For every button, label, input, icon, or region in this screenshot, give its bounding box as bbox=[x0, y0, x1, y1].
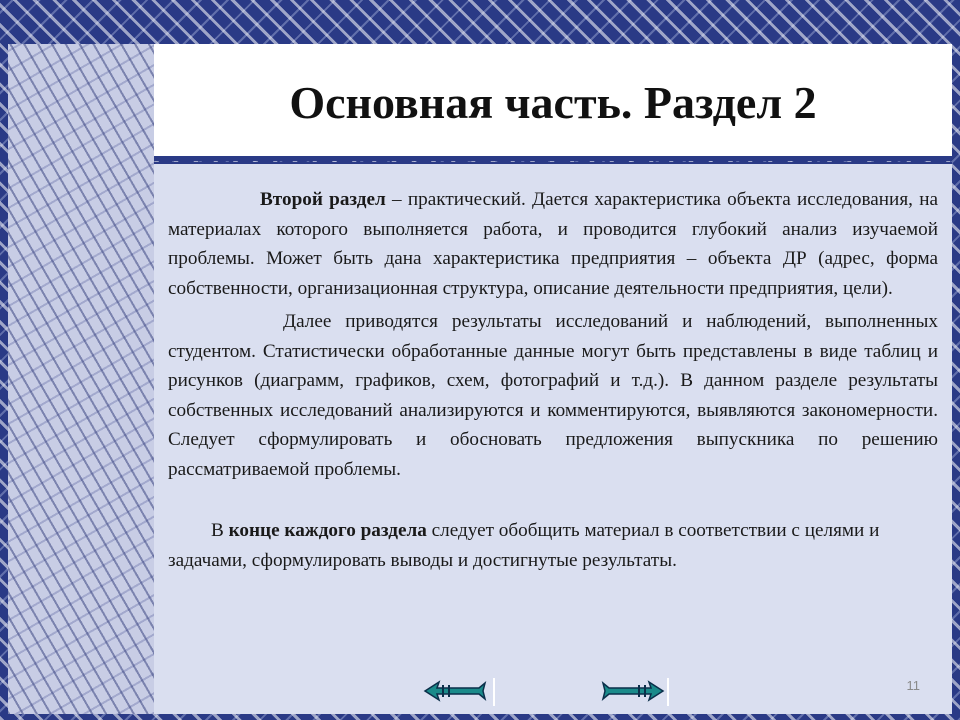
page-number: 11 bbox=[906, 678, 920, 693]
next-slide-button[interactable] bbox=[595, 676, 665, 706]
paragraph-3-pre: В bbox=[211, 520, 229, 541]
nav-divider bbox=[667, 678, 669, 706]
previous-slide-button[interactable] bbox=[423, 676, 493, 706]
arrow-right-icon bbox=[595, 676, 665, 706]
decorative-pens-strip bbox=[8, 44, 154, 714]
paragraph-1-lead: Второй раздел bbox=[260, 189, 386, 210]
paragraph-1 bbox=[168, 185, 938, 303]
paragraph-3-text: следует обобщить материал в соответствии с целями и задачами, сформулировать выводы и достигнутые результаты. bbox=[168, 520, 880, 571]
paragraph-2-text: Далее приводятся результаты исследований и наблюдений, выполненных студентом. Статистически обработанные данные могут быть представлены в виде таблиц и рисунков (диаграмм, графиков, схем, фотографий и т.д.). В данном разделе результаты собственных исследований анализируются и комментируются, выявляются закономерности. Следует сформулировать и обосновать предложения выпускника по решению рассматриваемой проблемы. bbox=[168, 311, 938, 480]
paragraph-1-text: – практический. Дается характеристика объекта исследования, на материалах которого выполняется работа, и проводится глубокий анализ изучаемой проблемы. Может быть дана характеристика предприятия – объекта ДР (адрес, форма собственности, организационная структура, описание деятельности предприятия, цели). bbox=[168, 189, 938, 299]
paragraph-2 bbox=[168, 307, 938, 484]
title-divider bbox=[154, 156, 952, 161]
slide-body bbox=[168, 185, 938, 575]
arrow-left-icon bbox=[423, 676, 493, 706]
nav-divider bbox=[493, 678, 495, 706]
paragraph-3 bbox=[168, 516, 938, 575]
paragraph-3-bold: конце каждого раздела bbox=[228, 520, 427, 541]
slide-title: Основная часть. Раздел 2 bbox=[289, 77, 817, 128]
